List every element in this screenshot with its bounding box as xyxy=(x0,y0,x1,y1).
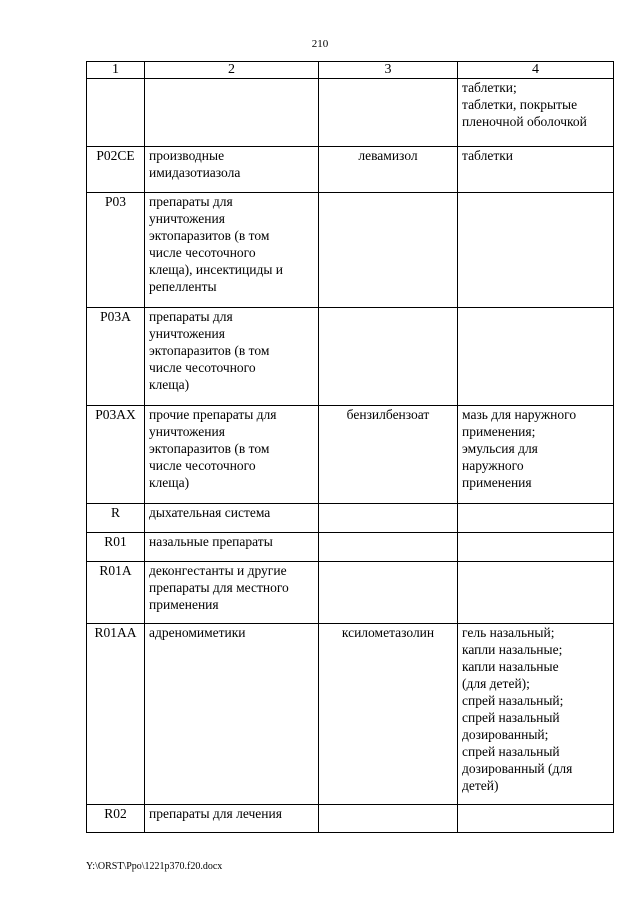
dosage-form-cell xyxy=(458,193,614,308)
drug-name-cell xyxy=(319,533,458,562)
atc-code-cell: R01A xyxy=(87,562,145,624)
column-header-4: 4 xyxy=(458,62,614,79)
dosage-form-cell: гель назальный; капли назальные; капли назальные (для детей); спрей назальный; спрей назальный дозированный; спрей назальный дозированный (для детей) xyxy=(458,624,614,805)
table-row xyxy=(87,504,614,533)
atc-name-cell: деконгестанты и другие препараты для местного применения xyxy=(145,562,319,624)
column-header-1: 1 xyxy=(87,62,145,79)
dosage-form-cell: мазь для наружного применения; эмульсия для наружного применения xyxy=(458,406,614,504)
atc-name-cell: препараты для уничтожения эктопаразитов (в том числе чесоточного клеща) xyxy=(145,308,319,406)
atc-name-cell: назальные препараты xyxy=(145,533,319,562)
table-header-row xyxy=(87,62,614,79)
dosage-form-cell xyxy=(458,562,614,624)
drug-classification-table xyxy=(86,61,614,833)
column-header-3: 3 xyxy=(319,62,458,79)
drug-name-cell: левамизол xyxy=(319,147,458,193)
dosage-form-cell xyxy=(458,308,614,406)
atc-name-cell: прочие препараты для уничтожения эктопаразитов (в том числе чесоточного клеща) xyxy=(145,406,319,504)
drug-name-cell: ксилометазолин xyxy=(319,624,458,805)
drug-name-cell xyxy=(319,805,458,833)
table-row xyxy=(87,533,614,562)
table-row xyxy=(87,624,614,805)
table-row xyxy=(87,308,614,406)
dosage-form-cell xyxy=(458,533,614,562)
drug-name-cell xyxy=(319,193,458,308)
atc-code-cell: R02 xyxy=(87,805,145,833)
table-row xyxy=(87,406,614,504)
atc-name-cell: препараты для уничтожения эктопаразитов (в том числе чесоточного клеща), инсектициды и репелленты xyxy=(145,193,319,308)
atc-code-cell: P03A xyxy=(87,308,145,406)
drug-name-cell xyxy=(319,562,458,624)
drug-name-cell xyxy=(319,308,458,406)
column-header-2: 2 xyxy=(145,62,319,79)
drug-name-cell xyxy=(319,504,458,533)
atc-code-cell: R01 xyxy=(87,533,145,562)
dosage-form-cell: таблетки; таблетки, покрытые пленочной оболочкой xyxy=(458,79,614,147)
drug-name-cell: бензилбензоат xyxy=(319,406,458,504)
table-row xyxy=(87,562,614,624)
footer-file-path: Y:\ORST\Ppo\1221p370.f20.docx xyxy=(86,861,223,872)
page-number: 210 xyxy=(311,38,329,50)
atc-code-cell: R01AA xyxy=(87,624,145,805)
atc-name-cell: препараты для лечения xyxy=(145,805,319,833)
atc-name-cell: адреномиметики xyxy=(145,624,319,805)
atc-code-cell: P02CE xyxy=(87,147,145,193)
dosage-form-cell: таблетки xyxy=(458,147,614,193)
atc-name-cell xyxy=(145,79,319,147)
atc-code-cell: P03 xyxy=(87,193,145,308)
table-row xyxy=(87,193,614,308)
atc-code-cell xyxy=(87,79,145,147)
dosage-form-cell xyxy=(458,504,614,533)
table-row xyxy=(87,805,614,833)
atc-code-cell: R xyxy=(87,504,145,533)
atc-code-cell: P03AX xyxy=(87,406,145,504)
dosage-form-cell xyxy=(458,805,614,833)
atc-name-cell: дыхательная система xyxy=(145,504,319,533)
drug-name-cell xyxy=(319,79,458,147)
table-row xyxy=(87,147,614,193)
atc-name-cell: производные имидазотиазола xyxy=(145,147,319,193)
table-row xyxy=(87,79,614,147)
